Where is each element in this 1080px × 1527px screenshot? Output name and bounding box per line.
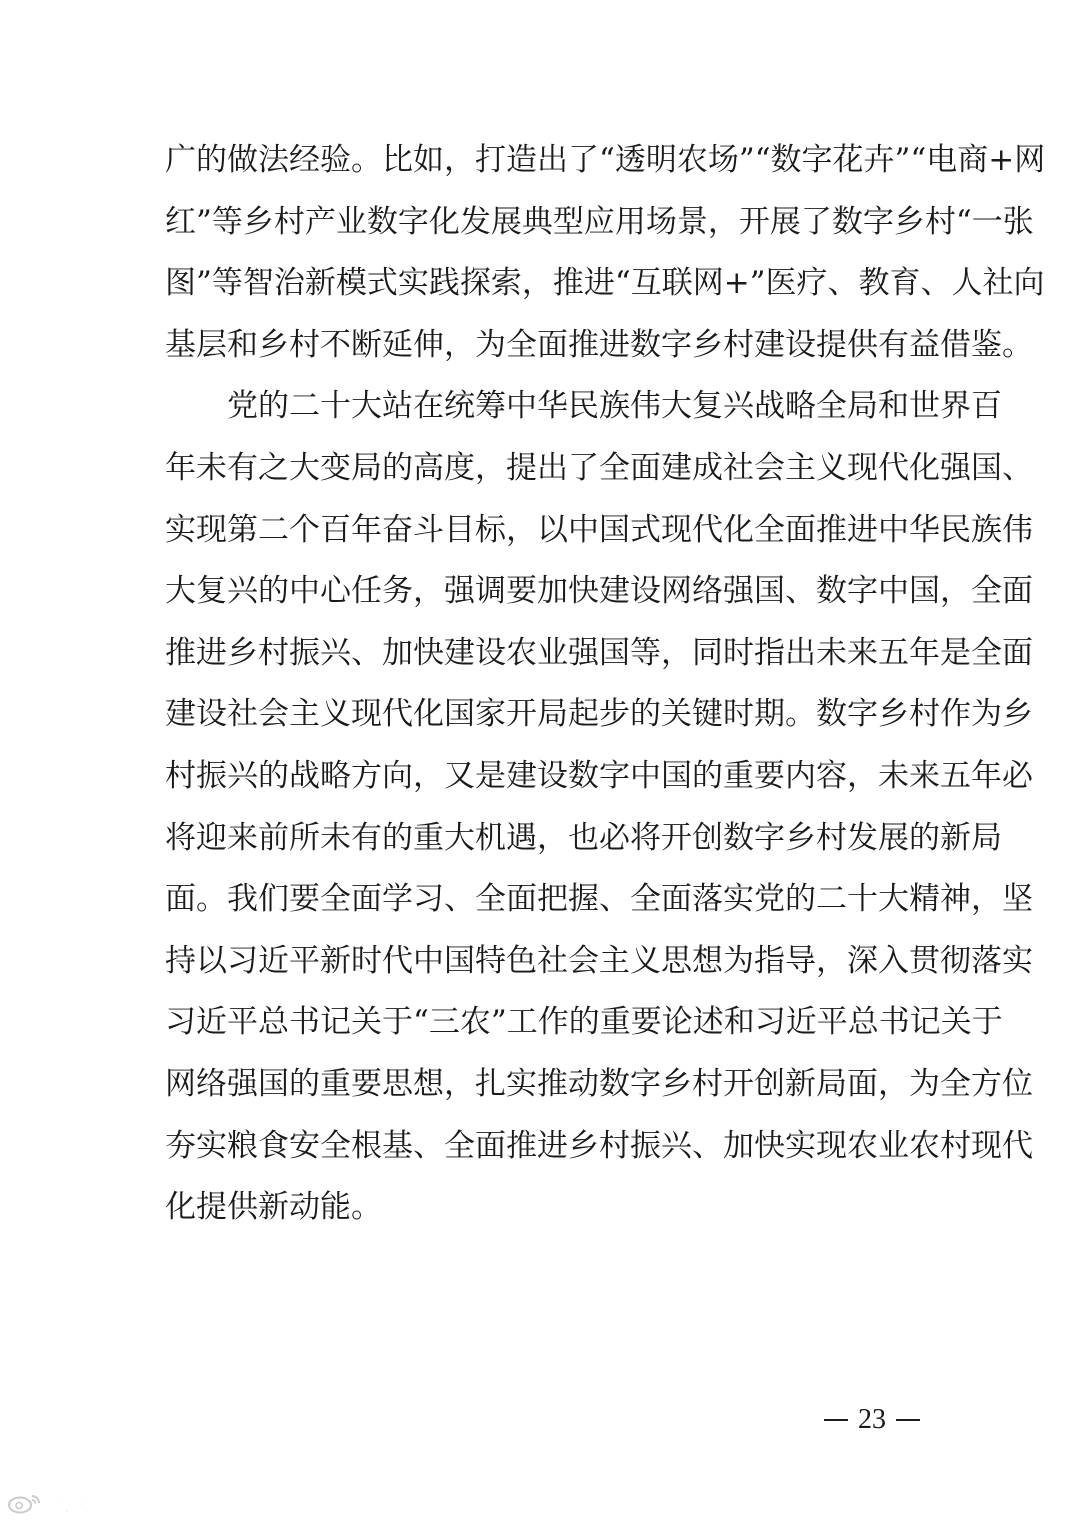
page-number [824,1400,920,1440]
paragraph-line: 推进乡村振兴、加快建设农业强国等，同时指出未来五年是全面 [165,634,1033,671]
paragraph-line: 党的二十大站在统筹中华民族伟大复兴战略全局和世界百 [227,388,1002,425]
paragraph-line: 广的做法经验。比如，打造出了“透明农场”“数字花卉”“电商+网 [165,142,1046,178]
page-number-value: 23 [858,1404,886,1435]
paragraph-line: 大复兴的中心任务，强调要加快建设网络强国、数字中国，全面 [165,573,1033,610]
paragraph-line: 网络强国的重要思想，扎实推动数字乡村开创新局面，为全方位 [165,1065,1033,1102]
paragraph-line: 实现第二个百年奋斗目标，以中国式现代化全面推进中华民族伟 [165,511,1033,548]
paragraph-line: 村振兴的战略方向，又是建设数字中国的重要内容，未来五年必 [165,757,1033,794]
paragraph-line: 化提供新动能。 [165,1189,382,1226]
paragraph-line: 持以习近平新时代中国特色社会主义思想为指导，深入贯彻落实 [165,942,1033,979]
paragraph-line: 建设社会主义现代化国家开局起步的关键时期。数字乡村作为乡 [165,696,1033,733]
paragraph-line: 图”等智治新模式实践探索，推进“互联网+”医疗、教育、人社向 [165,265,1045,302]
page-number-dash-left [824,1419,848,1421]
paragraph-line: 红”等乡村产业数字化发展典型应用场景，开展了数字乡村“一张 [165,203,1034,240]
watermark [6,1488,130,1517]
paragraph-line: 基层和乡村不断延伸，为全面推进数字乡村建设提供有益借鉴。 [165,326,1033,363]
page-number-dash-right [896,1419,920,1421]
paragraph-line: 夯实粮食安全根基、全面推进乡村振兴、加快实现农业农村现代 [165,1127,1033,1164]
body-text [165,130,1046,1239]
paragraph-line: 将迎来前所未有的重大机遇，也必将开创数字乡村发展的新局 [165,819,1002,856]
watermark-text: 大数跨境 [50,1492,130,1516]
paragraph-line: 习近平总书记关于“三农”工作的重要论述和习近平总书记关于 [165,1004,1003,1041]
paragraph-line: 年未有之大变局的高度，提出了全面建成社会主义现代化强国、 [165,449,1033,486]
weibo-icon [6,1492,44,1514]
paragraph-line: 面。我们要全面学习、全面把握、全面落实党的二十大精神，坚 [165,881,1033,918]
